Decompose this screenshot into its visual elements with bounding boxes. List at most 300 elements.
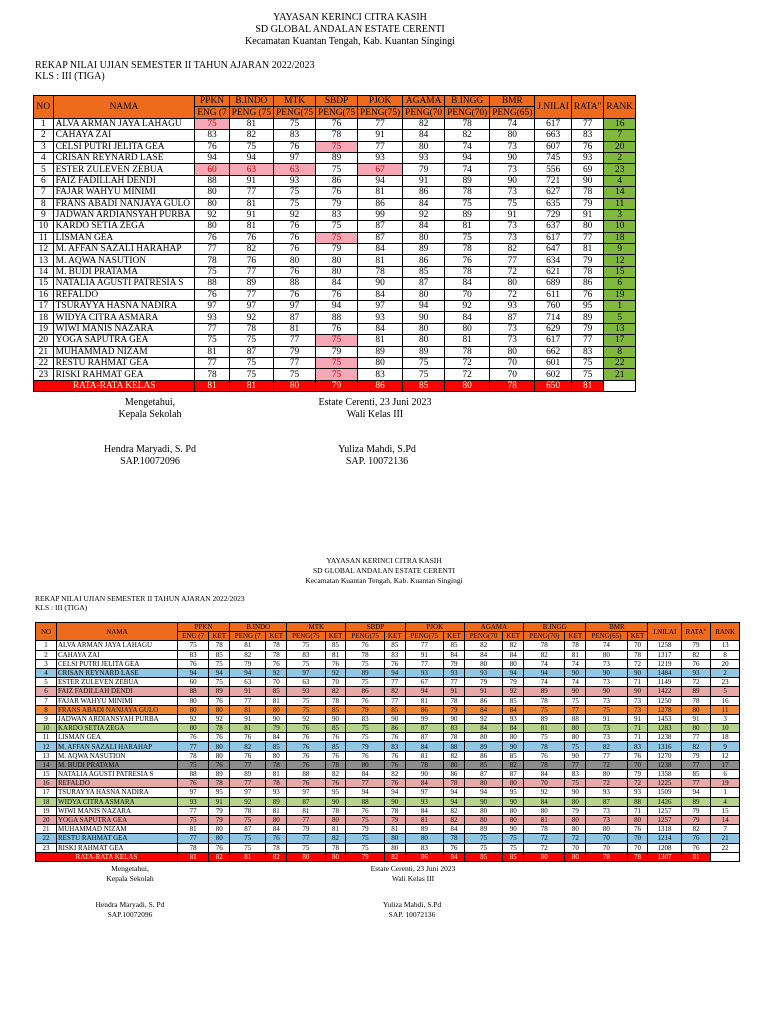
grade-cell: 82 [384, 687, 405, 696]
table-row [34, 232, 636, 243]
grade-cell: 94 [524, 668, 565, 677]
grade-cell: 75 [178, 641, 209, 650]
grade-cell: 80 [209, 751, 230, 760]
grade-cell: 1257 [648, 806, 681, 815]
grade-cell: 714 [535, 312, 572, 323]
grade-cell: 1208 [648, 843, 681, 852]
grade-cell: 76 [325, 779, 346, 788]
grade-cell: 78 [209, 641, 230, 650]
grade-cell: 88 [316, 312, 358, 323]
grade-cell: 93 [274, 175, 316, 186]
grade-cell: 79 [316, 346, 358, 357]
grade-cell: 79 [316, 244, 358, 255]
grade-cell: 93 [178, 797, 209, 806]
grade-cell: 76 [445, 255, 490, 266]
grade-cell: 80 [325, 815, 346, 824]
student-name: JADWAN ARDIANSYAH PURBA [53, 209, 195, 220]
grade-cell: 71 [627, 733, 648, 742]
grade-cell: 84 [358, 323, 403, 334]
grade-cell: 77 [274, 335, 316, 346]
grade-cell: 69 [571, 164, 604, 175]
grade-cell: 73 [490, 232, 535, 243]
grade-cell: 662 [535, 346, 572, 357]
grade-cell: 72 [445, 357, 490, 368]
grade-cell: 76 [195, 232, 229, 243]
grade-cell: 89 [209, 687, 230, 696]
grade-cell: 82 [444, 806, 465, 815]
table-row [34, 323, 636, 334]
grade-cell: 611 [535, 289, 572, 300]
grade-cell: 80 [274, 255, 316, 266]
row-number: 3 [36, 659, 57, 668]
grade-cell: 77 [444, 678, 465, 687]
grade-cell: 94 [405, 687, 443, 696]
grade-cell: 90 [503, 742, 524, 751]
student-name: MUHAMMAD NIZAM [57, 825, 178, 834]
grade-cell: 75 [346, 843, 384, 852]
col-subheader: PENG(75) [358, 107, 403, 118]
table-row [34, 346, 636, 357]
grade-cell: 75 [287, 843, 325, 852]
grade-cell: 76 [287, 779, 325, 788]
grade-cell: 79 [503, 678, 524, 687]
grade-cell: 72 [524, 834, 565, 843]
table-row [34, 312, 636, 323]
grade-cell: 78 [266, 641, 287, 650]
grade-cell: 1219 [648, 659, 681, 668]
table-row [34, 278, 636, 289]
grade-cell: 71 [627, 724, 648, 733]
grade-cell: 86 [346, 687, 384, 696]
grade-cell: 91 [230, 687, 266, 696]
grade-cell: 10 [711, 724, 740, 733]
grade-cell: 80 [464, 779, 502, 788]
grade-cell: 78 [229, 323, 273, 334]
grade-cell: 94 [346, 788, 384, 797]
grade-cell: 75 [316, 335, 358, 346]
average-cell: 81 [571, 380, 604, 391]
grade-cell: 76 [230, 751, 266, 760]
grade-cell: 82 [325, 834, 346, 843]
grade-cell: 80 [358, 357, 403, 368]
grade-cell: 90 [565, 788, 586, 797]
grade-cell: 75 [229, 141, 273, 152]
date-place: Estate Cerenti, 23 Juni 2023 [318, 397, 432, 408]
grade-cell: 83 [405, 843, 443, 852]
grade-cell: 634 [535, 255, 572, 266]
grade-cell: 60 [178, 678, 209, 687]
grade-cell: 80 [503, 779, 524, 788]
student-name: TSURAYYA HASNA NADIRA [53, 301, 195, 312]
grade-cell: 78 [346, 650, 384, 659]
grade-cell: 87 [287, 797, 325, 806]
grade-cell: 81 [358, 255, 403, 266]
grade-cell: 93 [586, 788, 627, 797]
average-cell: 79 [346, 852, 384, 861]
table-row [36, 788, 740, 797]
grade-cell: 76 [627, 825, 648, 834]
grade-cell: 8 [604, 346, 636, 357]
grade-cell: 75 [287, 659, 325, 668]
grade-cell: 84 [358, 289, 403, 300]
grade-cell: 80 [565, 815, 586, 824]
grade-cell: 79 [627, 770, 648, 779]
row-number: 4 [36, 668, 57, 677]
grade-cell: 79 [316, 198, 358, 209]
average-cell: 650 [535, 380, 572, 391]
grade-cell: 70 [490, 369, 535, 380]
grade-cell: 84 [524, 797, 565, 806]
col-header: RANK [711, 623, 740, 641]
grade-cell: 76 [346, 696, 384, 705]
grade-cell: 91 [209, 797, 230, 806]
grade-cell: 79 [209, 815, 230, 824]
grade-cell: 85 [266, 742, 287, 751]
grade-cell: 97 [230, 788, 266, 797]
principal-name: Hendra Maryadi, S. Pd [104, 444, 196, 455]
grade-cell: 78 [266, 843, 287, 852]
grade-cell: 77 [230, 760, 266, 769]
grade-cell: 1258 [648, 641, 681, 650]
grade-cell: 80 [403, 141, 445, 152]
grade-cell: 79 [346, 742, 384, 751]
grade-cell: 85 [325, 742, 346, 751]
row-number: 11 [36, 733, 57, 742]
grade-cell: 74 [565, 659, 586, 668]
grade-cell: 83 [384, 742, 405, 751]
grade-cell: 78 [266, 760, 287, 769]
grade-cell: 80 [464, 659, 502, 668]
average-cell: 86 [405, 852, 443, 861]
grade-cell: 82 [403, 118, 445, 129]
class-label: KLS : III (TIGA) [35, 71, 105, 82]
grade-cell: 84 [358, 244, 403, 255]
grade-cell: 83 [444, 724, 465, 733]
grade-cell: 80 [316, 255, 358, 266]
grade-cell: 77 [287, 834, 325, 843]
grade-cell: 97 [358, 301, 403, 312]
grade-cell: 82 [681, 742, 711, 751]
col-header: BMR [490, 96, 535, 107]
principal-sign-2 [75, 900, 185, 920]
grade-table-detail [35, 622, 740, 862]
grade-cell: 9 [711, 742, 740, 751]
grade-cell: 84 [403, 221, 445, 232]
grade-cell: 93 [405, 797, 443, 806]
table-row [36, 834, 740, 843]
average-cell: 85 [403, 380, 445, 391]
grade-cell: 80 [681, 705, 711, 714]
grade-cell: 80 [316, 266, 358, 277]
grade-cell: 721 [535, 175, 572, 186]
grade-cell: 78 [444, 779, 465, 788]
grade-cell: 85 [325, 641, 346, 650]
row-number: 8 [36, 705, 57, 714]
grade-cell: 1509 [648, 788, 681, 797]
grade-cell: 90 [490, 175, 535, 186]
grade-cell: 76 [346, 751, 384, 760]
row-number: 21 [34, 346, 54, 357]
row-number: 20 [34, 335, 54, 346]
acknowledged-label: Mengetahui, [124, 397, 176, 408]
average-cell: 85 [503, 852, 524, 861]
grade-cell: 80 [405, 834, 443, 843]
grade-cell: 80 [586, 825, 627, 834]
student-name: KARDO SETIA ZEGA [57, 724, 178, 733]
grade-cell: 97 [229, 301, 273, 312]
student-name: CAHAYA ZAI [57, 650, 178, 659]
row-number: 7 [34, 187, 54, 198]
teacher-sign-2 [362, 900, 462, 920]
grade-cell: 4 [711, 797, 740, 806]
grade-cell: 75 [230, 843, 266, 852]
grade-cell: 79 [681, 815, 711, 824]
grade-cell: 80 [444, 760, 465, 769]
table-row [36, 659, 740, 668]
table-row [34, 187, 636, 198]
grade-cell: 63 [230, 678, 266, 687]
grade-cell: 92 [403, 209, 445, 220]
grade-cell: 73 [627, 705, 648, 714]
col-subheader: KET [503, 632, 524, 641]
grade-cell: 80 [384, 843, 405, 852]
average-cell: 80 [445, 380, 490, 391]
col-subheader: KET [384, 632, 405, 641]
grade-cell: 637 [535, 221, 572, 232]
grade-cell: 78 [178, 843, 209, 852]
foundation-name: YAYASAN KERINCI CITRA KASIH [273, 12, 427, 23]
grade-cell: 80 [503, 806, 524, 815]
grade-cell: 77 [346, 779, 384, 788]
grade-cell: 85 [266, 687, 287, 696]
grade-cell: 90 [565, 687, 586, 696]
sign-left-2 [75, 864, 185, 884]
grade-cell: 82 [503, 760, 524, 769]
grade-cell: 82 [384, 770, 405, 779]
grade-cell: 70 [565, 843, 586, 852]
table-row [34, 301, 636, 312]
grade-cell: 82 [325, 770, 346, 779]
grade-cell: 80 [266, 705, 287, 714]
teacher-label: Wali Kelas III [346, 409, 404, 420]
grade-cell: 81 [405, 751, 443, 760]
grade-cell: 87 [405, 724, 443, 733]
grade-cell: 83 [571, 346, 604, 357]
grade-cell: 87 [229, 346, 273, 357]
row-number: 9 [34, 209, 54, 220]
grade-cell: 20 [711, 659, 740, 668]
grade-cell: 75 [346, 659, 384, 668]
grade-cell: 97 [405, 788, 443, 797]
grade-cell: 80 [403, 232, 445, 243]
principal-sign [90, 444, 210, 468]
grade-cell: 75 [565, 742, 586, 751]
grade-cell: 72 [490, 266, 535, 277]
grade-cell: 87 [358, 221, 403, 232]
col-subheader: PENG (75 [229, 107, 273, 118]
grade-cell: 91 [229, 209, 273, 220]
table-row [36, 733, 740, 742]
sign-right-2 [350, 864, 476, 884]
row-number: 3 [34, 141, 54, 152]
grade-cell: 80 [490, 278, 535, 289]
col-subheader: PENG (7 [230, 632, 266, 641]
grade-cell: 73 [490, 141, 535, 152]
grade-cell: 89 [571, 312, 604, 323]
grade-cell: 3 [711, 714, 740, 723]
grade-cell: 77 [195, 323, 229, 334]
table-row [34, 255, 636, 266]
grade-cell: 78 [524, 696, 565, 705]
grade-cell: 97 [195, 301, 229, 312]
row-number: 20 [36, 815, 57, 824]
average-row [34, 380, 636, 391]
average-cell: 78 [627, 852, 648, 861]
grade-cell: 77 [230, 696, 266, 705]
student-name: FAJAR WAHYU MINIMI [57, 696, 178, 705]
grade-cell: 73 [490, 335, 535, 346]
grade-cell: 75 [571, 369, 604, 380]
teacher-sign [312, 444, 442, 468]
sign-left [90, 397, 210, 421]
grade-cell: 5 [604, 312, 636, 323]
average-cell: 81 [230, 852, 266, 861]
grade-cell: 89 [445, 209, 490, 220]
grade-cell: 78 [627, 650, 648, 659]
grade-cell: 80 [209, 705, 230, 714]
grade-cell: 79 [571, 198, 604, 209]
acknowledged-label-2: Mengetahui, [111, 864, 149, 873]
grade-cell: 67 [405, 678, 443, 687]
grade-cell: 73 [490, 221, 535, 232]
grade-cell: 84 [346, 770, 384, 779]
col-subheader: PENG(75 [346, 632, 384, 641]
grade-cell: 89 [358, 346, 403, 357]
col-header: RATA" [681, 623, 711, 641]
grade-cell: 76 [287, 742, 325, 751]
row-number: 5 [36, 678, 57, 687]
grade-cell: 95 [503, 788, 524, 797]
grade-cell: 90 [627, 668, 648, 677]
student-name: MUHAMMAD NIZAM [53, 346, 195, 357]
grade-cell: 75 [503, 834, 524, 843]
doc-title-2: REKAP NILAI UJIAN SEMESTER II TAHUN AJARAN 2022/2023 [35, 594, 245, 603]
col-header: NAMA [53, 96, 195, 119]
grade-cell: 76 [209, 843, 230, 852]
grade-cell: 76 [195, 289, 229, 300]
grade-cell: 75 [274, 198, 316, 209]
grade-cell: 84 [444, 825, 465, 834]
grade-cell: 1422 [648, 687, 681, 696]
grade-cell: 76 [230, 733, 266, 742]
row-number: 23 [34, 369, 54, 380]
col-subheader: PENG(65) [586, 632, 627, 641]
table-row [36, 751, 740, 760]
grade-cell: 97 [287, 788, 325, 797]
grade-cell: 81 [571, 244, 604, 255]
grade-cell: 72 [586, 760, 627, 769]
average-cell: 81 [178, 852, 209, 861]
grade-cell: 73 [586, 724, 627, 733]
grade-cell: 80 [384, 834, 405, 843]
col-header: PPKN [195, 96, 229, 107]
grade-cell: 91 [230, 714, 266, 723]
grade-cell: 80 [209, 825, 230, 834]
grade-cell: 86 [358, 198, 403, 209]
grade-cell: 95 [571, 301, 604, 312]
row-number: 2 [36, 650, 57, 659]
grade-cell: 94 [358, 175, 403, 186]
grade-cell: 81 [274, 323, 316, 334]
grade-cell: 94 [464, 788, 502, 797]
student-name: RESTU RAHMAT GEA [53, 357, 195, 368]
grade-cell: 75 [316, 369, 358, 380]
grade-cell: 78 [230, 806, 266, 815]
grade-cell: 78 [445, 187, 490, 198]
col-subheader: PENG(75 [287, 632, 325, 641]
grade-cell: 6 [604, 278, 636, 289]
student-name: CRISAN REYNARD LASE [53, 152, 195, 163]
grade-cell: 84 [464, 724, 502, 733]
student-name: LISMAN GEA [57, 733, 178, 742]
grade-cell: 7 [604, 130, 636, 141]
grade-cell: 75 [209, 678, 230, 687]
table-row [36, 770, 740, 779]
grade-cell: 617 [535, 232, 572, 243]
grade-cell: 85 [444, 641, 465, 650]
principal-label: Kepala Sekolah [118, 409, 182, 420]
grade-cell: 74 [586, 641, 627, 650]
grade-cell: 79 [681, 806, 711, 815]
grade-cell: 14 [711, 815, 740, 824]
grade-cell: 78 [209, 724, 230, 733]
grade-cell: 85 [403, 266, 445, 277]
grade-cell: 80 [266, 815, 287, 824]
grade-cell: 76 [287, 724, 325, 733]
grade-cell: 80 [403, 289, 445, 300]
grade-cell: 13 [604, 323, 636, 334]
grade-cell: 84 [403, 130, 445, 141]
grade-cell: 78 [445, 266, 490, 277]
grade-cell: 92 [178, 714, 209, 723]
grade-cell: 79 [209, 806, 230, 815]
table-row [36, 714, 740, 723]
grade-cell: 77 [681, 733, 711, 742]
average-label: RATA-RATA KELAS [36, 852, 178, 861]
grade-cell: 89 [681, 797, 711, 806]
grade-cell: 77 [565, 705, 586, 714]
grade-cell: 76 [325, 659, 346, 668]
grade-cell: 82 [586, 742, 627, 751]
student-name: YOGA SAPUTRA GEA [57, 815, 178, 824]
grade-cell: 77 [405, 641, 443, 650]
row-number: 5 [34, 164, 54, 175]
grade-cell: 75 [403, 357, 445, 368]
grade-cell: 78 [571, 266, 604, 277]
grade-cell: 70 [627, 843, 648, 852]
grade-cell: 78 [384, 806, 405, 815]
average-cell: 84 [444, 852, 465, 861]
row-number: 18 [34, 312, 54, 323]
row-number: 1 [34, 118, 54, 129]
grade-cell: 80 [586, 650, 627, 659]
grade-cell: 76 [274, 289, 316, 300]
grade-cell: 76 [266, 834, 287, 843]
grade-cell: 76 [178, 659, 209, 668]
grade-cell: 79 [403, 164, 445, 175]
grade-cell: 82 [229, 244, 273, 255]
grade-cell: 21 [604, 369, 636, 380]
